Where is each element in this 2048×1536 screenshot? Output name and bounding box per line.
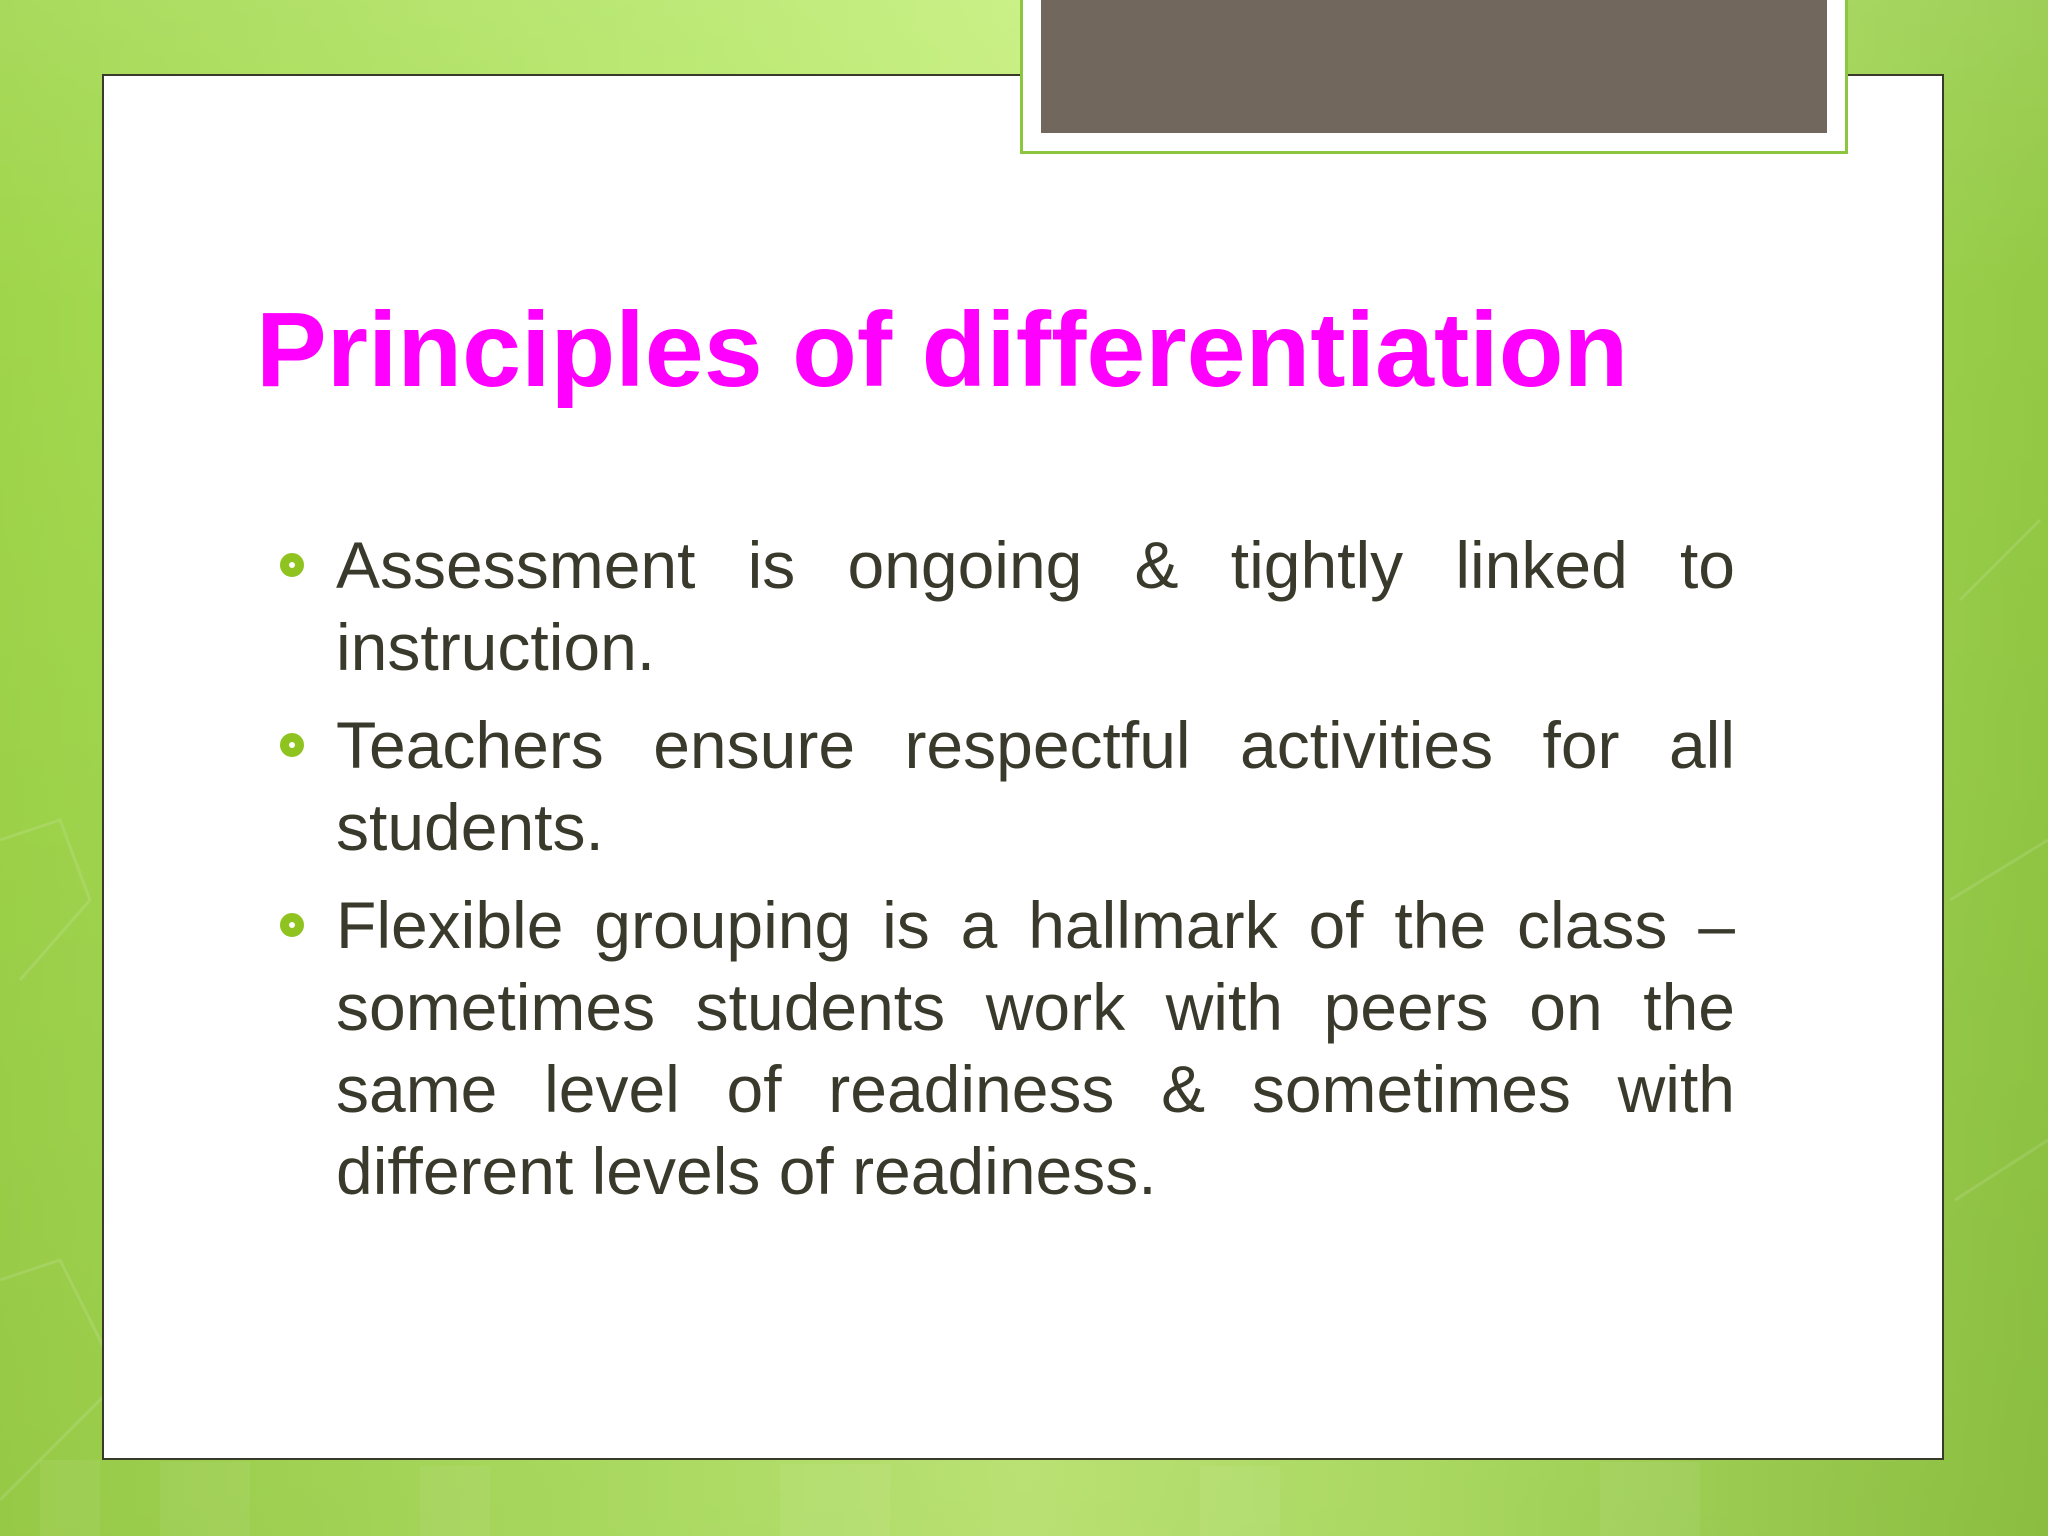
bullet-list — [280, 524, 1735, 1228]
bullet-item — [280, 524, 1735, 688]
bullet-item — [280, 704, 1735, 868]
bullet-item — [280, 884, 1735, 1212]
bullet-text: Assessment is ongoing & tightly linked to instruction. — [336, 528, 1735, 684]
slide-title: Principles of differentiation — [256, 291, 1629, 409]
header-tab-decoration — [1020, 0, 1848, 154]
hollow-circle-bullet-icon — [280, 733, 304, 757]
hollow-circle-bullet-icon — [280, 913, 304, 937]
bullet-text: Flexible grouping is a hallmark of the class – sometimes students work with peers on the same level of readiness & sometimes with different levels of readiness. — [336, 888, 1735, 1208]
bullet-text: Teachers ensure respectful activities for all students. — [336, 708, 1735, 864]
header-tab-fill — [1041, 0, 1827, 133]
hollow-circle-bullet-icon — [280, 553, 304, 577]
